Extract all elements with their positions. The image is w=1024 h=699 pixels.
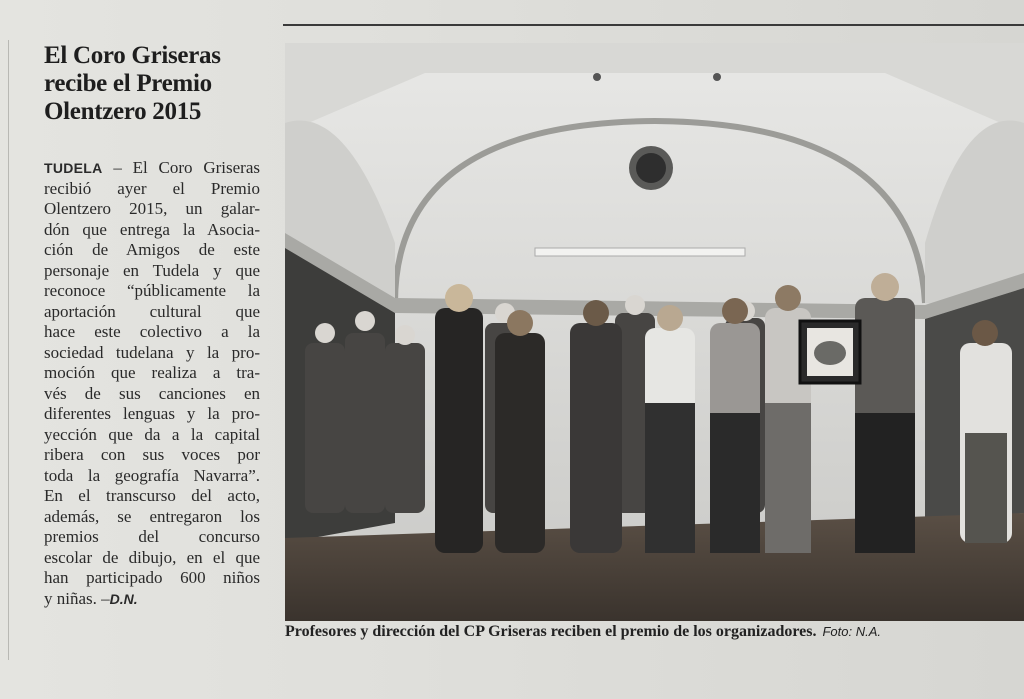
body-line: vés de sus canciones en (44, 383, 260, 403)
ceiling-fixture-inner (636, 153, 666, 183)
dateline-dash: – (102, 158, 133, 177)
body-line: han participado 600 niños (44, 568, 260, 587)
dateline: TUDELA (44, 160, 103, 176)
body-line: ción de Amigos de este (44, 240, 260, 259)
news-photo (285, 43, 1024, 621)
award-picture-figure (814, 341, 846, 365)
body-line: además, se entregaron los (44, 506, 260, 526)
photo-caption (285, 622, 1024, 642)
body-line: yección que da a la capital (44, 424, 260, 444)
body-line-text: El Coro Griseras (132, 158, 260, 177)
body-line: toda la geografía Navarra”. (44, 465, 260, 485)
body-line: recibió ayer el Premio (44, 178, 260, 198)
headline-line: Olentzero 2015 (44, 98, 202, 125)
headline-line: recibe el Premio (44, 70, 212, 97)
body-line-text: y niñas. – (44, 588, 110, 608)
body-line: aportación cultural que (44, 301, 260, 321)
body-line: reconoce “públicamente la (44, 281, 260, 300)
body-line: moción que realiza a tra- (44, 363, 260, 382)
body-line: personaje en Tudela y que (44, 260, 260, 280)
spotlight (593, 73, 601, 81)
body-line: premios del concurso (44, 527, 260, 546)
photo-illustration (285, 43, 1024, 621)
headline (44, 42, 274, 126)
body-line: escolar de dibujo, en el que (44, 547, 260, 567)
body-line: diferentes lenguas y la pro- (44, 404, 260, 423)
body-line: En el transcurso del acto, (44, 486, 260, 505)
caption-text: Profesores y dirección del CP Griseras reciben el premio de los organizadores. (285, 623, 817, 640)
body-line: ribera con sus voces por (44, 445, 260, 464)
top-rule (283, 24, 1024, 26)
signature: D.N. (109, 590, 138, 607)
body-line (44, 589, 260, 610)
body-line: Olentzero 2015, un galar- (44, 199, 260, 218)
body-line (44, 158, 260, 179)
body-line: hace este colectivo a la (44, 322, 260, 341)
body-line: dón que entrega la Asocia- (44, 219, 260, 239)
photo-credit: Foto: N.A. (822, 624, 882, 639)
article-body (44, 158, 260, 609)
headline-line: El Coro Griseras (44, 42, 221, 69)
column-rule (8, 40, 9, 660)
body-line: sociedad tudelana y la pro- (44, 342, 260, 362)
spotlight (713, 73, 721, 81)
wall-lamp (535, 248, 745, 256)
